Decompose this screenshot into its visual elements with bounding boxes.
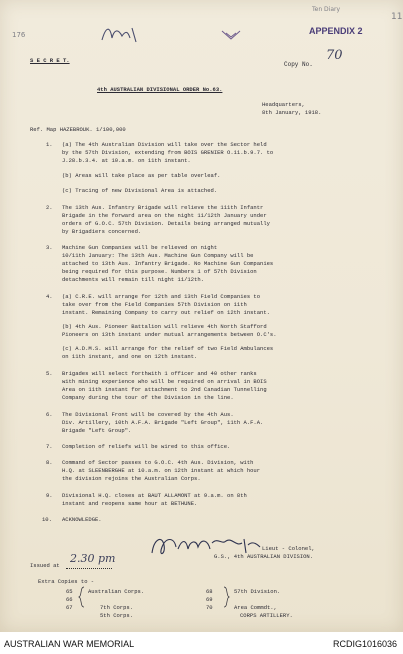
- paragraph-line: 10/11th January: The 13th Aus. Machine Gun Company will be: [62, 252, 254, 259]
- paragraph-line: Machine Gun Companies will be relieved on night: [62, 244, 218, 251]
- map-reference: Ref. Map HAZEBROUK. 1/100,000: [30, 126, 126, 133]
- paragraph-line: Divisional H.Q. closes at BAUT ALLAMONT at 9.a.m. on 8th: [62, 492, 247, 499]
- paragraph-number: 8.: [46, 459, 53, 466]
- copy-label: Copy No.: [284, 61, 313, 68]
- paragraph-number: 3.: [46, 244, 53, 251]
- copy-recipient-cell: 5th Corps.: [100, 612, 134, 619]
- paragraph-line: (b) Areas will take place as per table overleaf.: [62, 172, 221, 179]
- paragraph-line: Command of Sector passes to G.O.C. 4th Aus. Division, with: [62, 459, 254, 466]
- paragraph-line: (c) A.D.M.S. will arrange for the relief of two Field Ambulances: [62, 345, 274, 352]
- paragraph-line: The Divisional Front will be covered by the 4th Aus.: [62, 411, 234, 418]
- copy-number-cell: 65: [66, 588, 73, 595]
- paragraph-line: instant. Remaining Company to carry out relief on 12th instant.: [62, 309, 270, 316]
- extra-copies-label: Extra Copies to -: [38, 578, 95, 585]
- paragraph-line: Brigade "Left Group".: [62, 427, 132, 434]
- copy-number-cell: 67: [66, 604, 73, 611]
- order-title: 4th AUSTRALIAN DIVISIONAL ORDER No.63.: [97, 86, 223, 93]
- copy-recipient-cell: Australian Corps.: [88, 588, 145, 595]
- paragraph-number: 9.: [46, 492, 53, 499]
- paragraph-line: attached to 13th Aus. Infantry Brigade. No Machine Gun Companies: [62, 260, 274, 267]
- paragraph-line: (a) C.R.E. will arrange for 12th and 13th Field Companies to: [62, 293, 261, 300]
- paragraph-line: Pioneers on 13th instant under mutual arrangements between O.C's.: [62, 331, 277, 338]
- paragraph-line: being required for this purpose. Numbers 1 of 57th Division: [62, 268, 257, 275]
- initials-signature: [100, 24, 140, 46]
- paragraph-line: Div. Artillery, 10th A.F.A. Brigade "Left Group", 11th A.F.A.: [62, 419, 264, 426]
- signature-rank: Lieut - Colonel,: [262, 545, 315, 552]
- archive-reference: RCDIG1016036: [332, 639, 397, 649]
- archive-footer: [0, 632, 403, 654]
- paragraph-line: Area on 11th instant for attachment to 2nd Canadian Tunnelling: [62, 386, 267, 393]
- copy-number: 70: [326, 48, 343, 63]
- secret-label: S E C R E T.: [30, 57, 70, 64]
- paragraph-number: 10.: [42, 516, 52, 523]
- copy-recipient-cell: 7th Corps.: [100, 604, 134, 611]
- right-brace: [222, 586, 230, 608]
- paragraph-number: 2.: [46, 204, 53, 211]
- paragraph-number: 4.: [46, 293, 53, 300]
- paragraph-line: H.Q. at SLEENBERGHE at 10.a.m. on 12th instant at which hour: [62, 467, 261, 474]
- issued-time: 2.30 pm: [70, 552, 116, 565]
- appendix-label: APPENDIX 2: [309, 26, 363, 36]
- paragraph-number: 6.: [46, 411, 53, 418]
- order-date: 8th January, 1918.: [262, 109, 322, 116]
- paragraph-line: The 13th Aus. Infantry Brigade will relieve the 111th Infantr: [62, 204, 264, 211]
- paragraph-line: J.28.b.3.4. at 10.a.m. on 11th instant.: [62, 157, 191, 164]
- paragraph-line: take over from the Field Companies 57th Division on 11th: [62, 301, 247, 308]
- archive-number: 176: [12, 31, 26, 39]
- copy-number-cell: 68: [206, 588, 213, 595]
- paragraph-line: Company during the tour of the Division in the line.: [62, 394, 234, 401]
- stamp-mark: [220, 28, 242, 42]
- paragraph-line: (c) Tracing of new Divisional Area is attached.: [62, 187, 218, 194]
- page-number: 11: [391, 12, 403, 22]
- copy-recipient-cell: CORPS ARTILLERY.: [240, 612, 293, 619]
- paragraph-line: by Brigadiers concerned.: [62, 228, 142, 235]
- paragraph-number: 5.: [46, 370, 53, 377]
- archive-name: AUSTRALIAN WAR MEMORIAL: [4, 639, 135, 649]
- copy-recipient-cell: 57th Division.: [234, 588, 281, 595]
- paragraph-line: Brigades will select forthwith 1 officer and 40 other ranks: [62, 370, 257, 377]
- issued-label: Issued at: [30, 562, 60, 569]
- paragraph-line: with mining experience who will be required on arrival in BOIS: [62, 378, 267, 385]
- copy-number-cell: 69: [206, 596, 213, 603]
- issued-dotted-line: [66, 568, 112, 569]
- paragraph-line: detachments will remain till night 11/12th.: [62, 276, 204, 283]
- paragraph-line: Completion of reliefs will be wired to this office.: [62, 443, 231, 450]
- left-brace: [78, 586, 86, 608]
- paragraph-number: 7.: [46, 443, 53, 450]
- paragraph-line: (b) 4th Aus. Pioneer Battalion will relieve 4th North Stafford: [62, 323, 267, 330]
- paragraph-line: ACKNOWLEDGE.: [62, 516, 102, 523]
- paragraph-number: 1.: [46, 141, 53, 148]
- hq-label: Headquarters,: [262, 101, 305, 108]
- copy-recipient-cell: Area Commdt.,: [234, 604, 277, 611]
- paragraph-line: Brigade in the forward area on the night 11/12th January under: [62, 212, 267, 219]
- signature-staff: G.S., 4th AUSTRALIAN DIVISION.: [214, 553, 314, 560]
- paragraph-line: on 11th instant, and one on 12th instant.: [62, 353, 198, 360]
- paragraph-line: the division rejoins the Australian Corps.: [62, 475, 201, 482]
- copy-number-cell: 70: [206, 604, 213, 611]
- paragraph-line: (a) The 4th Australian Division will take over the Sector held: [62, 141, 267, 148]
- copy-number-cell: 66: [66, 596, 73, 603]
- paragraph-line: by the 57th Division, extending from BOIS GRENIER O.11.b.9.7. to: [62, 149, 274, 156]
- paragraph-line: instant and reopens same hour at BETHUNE.: [62, 500, 198, 507]
- pencil-note: Ten Diary: [312, 6, 341, 13]
- paragraph-line: orders of G.O.C. 57th Division. Details being arranged mutually: [62, 220, 270, 227]
